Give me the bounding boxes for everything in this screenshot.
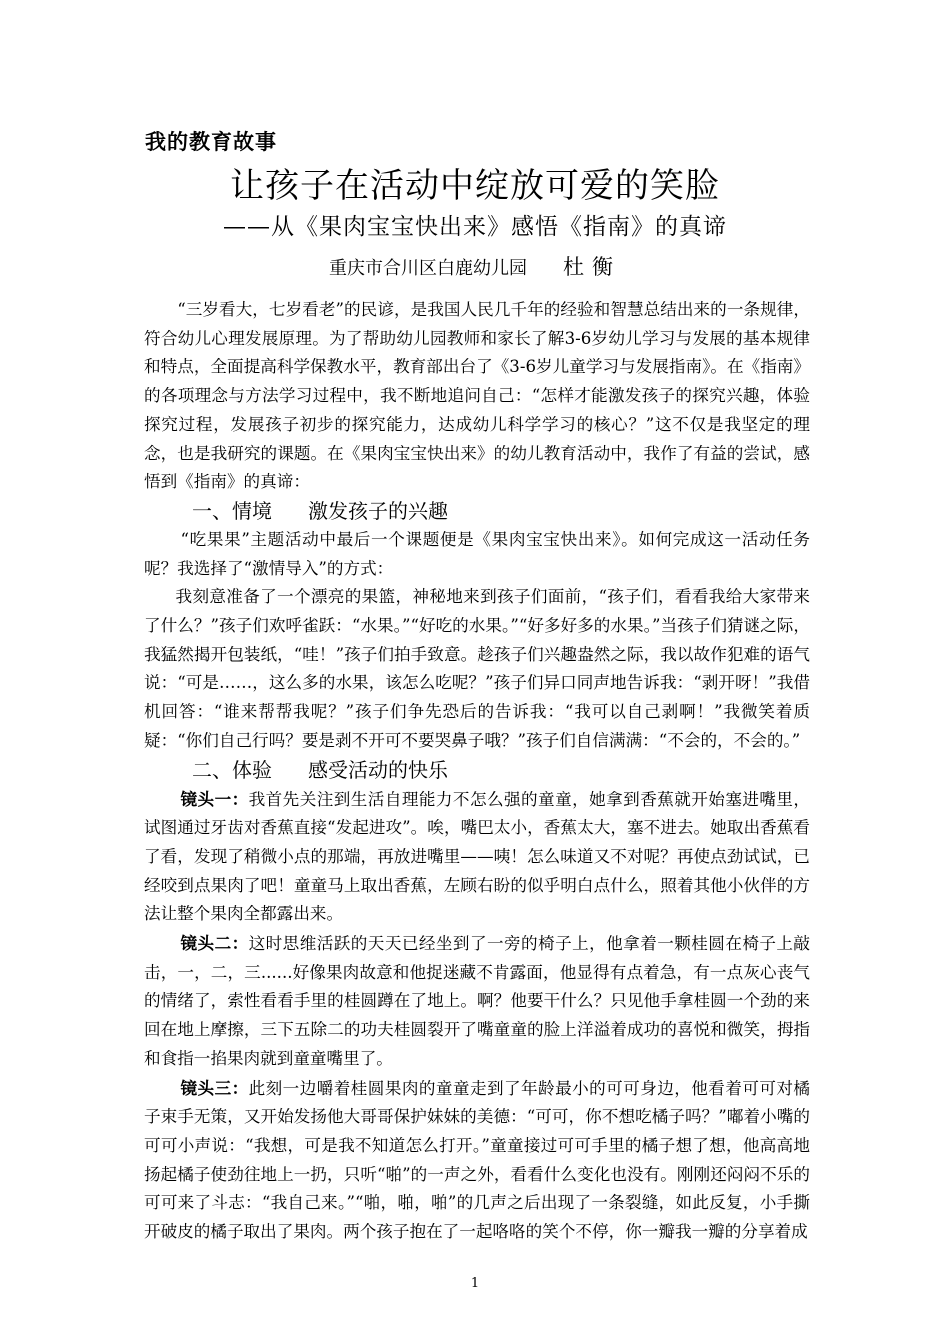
section-subtitle: 感受活动的快乐 — [308, 757, 448, 782]
affiliation: 重庆市合川区白鹿幼儿园 — [329, 258, 527, 279]
shot-text: 这时思维活跃的天天已经坐到了一旁的椅子上，他拿着一颗桂圆在椅子上敲击，一，二，三......好像果肉故意和他捉迷藏不肯露面，他显得有点着急，有一点灰心丧气的情绪了，索性看看手里的桂圆蹲在了地上。啊？他要干什么？只见他手拿桂圆一个劲的来回在地上摩擦，三下五除二的功夫桂圆裂开了嘴童童的脸上洋溢着成功的喜悦和微笑，拇指和食指一掐果肉就到童童嘴里了。 — [144, 934, 811, 1068]
series-label: 我的教育故事 — [145, 130, 277, 154]
author-name: 杜衡 — [563, 255, 621, 279]
shot-label: 镜头一： — [180, 788, 249, 809]
shot-paragraph — [144, 785, 810, 930]
section-heading — [144, 756, 810, 785]
shot-label: 镜头二： — [180, 933, 249, 954]
paragraph: 我刻意准备了一个漂亮的果篮，神秘地来到孩子们面前，“孩子们，看看我给大家带来了什么？”孩子们欢呼雀跃：“水果。”“好吃的水果。”“好多好多的水果。”当孩子们猜谜之际，我猛然揭开包装纸，“哇！”孩子们拍手致意。趁孩子们兴趣盎然之际，我以故作犯难的语气说：“可是……，这么多的水果，该怎么吃呢？”孩子们异口同声地告诉我：“剥开呀！”我借机回答：“谁来帮帮我呢？”孩子们争先恐后的告诉我：“我可以自己剥啊！”我微笑着质疑：“你们自己行吗？要是剥不开可不要哭鼻子哦？”孩子们自信满满：“不会的，不会的。” — [144, 587, 810, 750]
shot-text: 此刻一边嚼着桂圆果肉的童童走到了年龄最小的可可身边，他看着可可对橘子束手无策，又开始发扬他大哥哥保护妹妹的美德：“可可，你不想吃橘子吗？”嘟着小嘴的可可小声说：“我想，可是我不知道怎么打开。”童童接过可可手里的橘子想了想，他高高地扬起橘子使劲往地上一扔，只听“啪”的一声之外，看看什么变化也没有。刚刚还闷闷不乐的可可来了斗志：“我自己来。”“啪，啪，啪”的几声之后出现了一条裂缝，如此反复，小手撕开破皮的橘子取出了果肉。两个孩子抱在了一起咯咯的笑个不停，你一瓣我一瓣的分享着成 — [144, 1078, 811, 1242]
page-number: 1 — [470, 1276, 480, 1291]
intro-paragraph: “三岁看大，七岁看老”的民谚，是我国人民几千年的经验和智慧总结出来的一条规律，符合幼儿心理发展原理。为了帮助幼儿园教师和家长了解3-6岁幼儿学习与发展的基本规律和特点，全面提高科学保教水平，教育部出台了《3-6岁儿童学习与发展指南》。在《指南》的各项理念与方法学习过程中，我不断地追问自己：“怎样才能激发孩子的探究兴趣，体验探究过程，发展孩子初步的探究能力，达成幼儿科学学习的核心？”这不仅是我坚定的理念，也是我研究的课题。在《果肉宝宝快出来》的幼儿教育活动中，我作了有益的尝试，感悟到《指南》的真谛： — [144, 300, 810, 492]
document-subtitle: ——从《果肉宝宝快出来》感悟《指南》的真谛 — [223, 214, 727, 240]
section-number-title: 二、体验 — [192, 757, 272, 782]
paragraph: “吃果果”主题活动中最后一个课题便是《果肉宝宝快出来》。如何完成这一活动任务呢？我选择了“激情导入”的方式： — [144, 529, 810, 578]
author-line — [0, 251, 950, 281]
shot-paragraph — [144, 1074, 810, 1247]
document-title: 让孩子在活动中绽放可爱的笑脸 — [230, 166, 720, 206]
section-subtitle: 激发孩子的兴趣 — [308, 498, 448, 523]
shot-paragraph — [144, 929, 810, 1074]
shot-label: 镜头三： — [180, 1077, 249, 1098]
section-heading — [144, 497, 810, 526]
section-number-title: 一、情境 — [192, 498, 272, 523]
shot-text: 我首先关注到生活自理能力不怎么强的童童，她拿到香蕉就开始塞进嘴里，试图通过牙齿对香蕉直接“发起进攻”。唉，嘴巴太小，香蕉太大，塞不进去。她取出香蕉看了看，发现了稍微小点的那端，再放进嘴里——咦！怎么味道又不对呢？再使点劲试试，已经咬到点果肉了吧！童童马上取出香蕉，左顾右盼的似乎明白点什么，照着其他小伙伴的方法让整个果肉全都露出来。 — [144, 789, 811, 924]
article-body — [144, 296, 810, 1247]
